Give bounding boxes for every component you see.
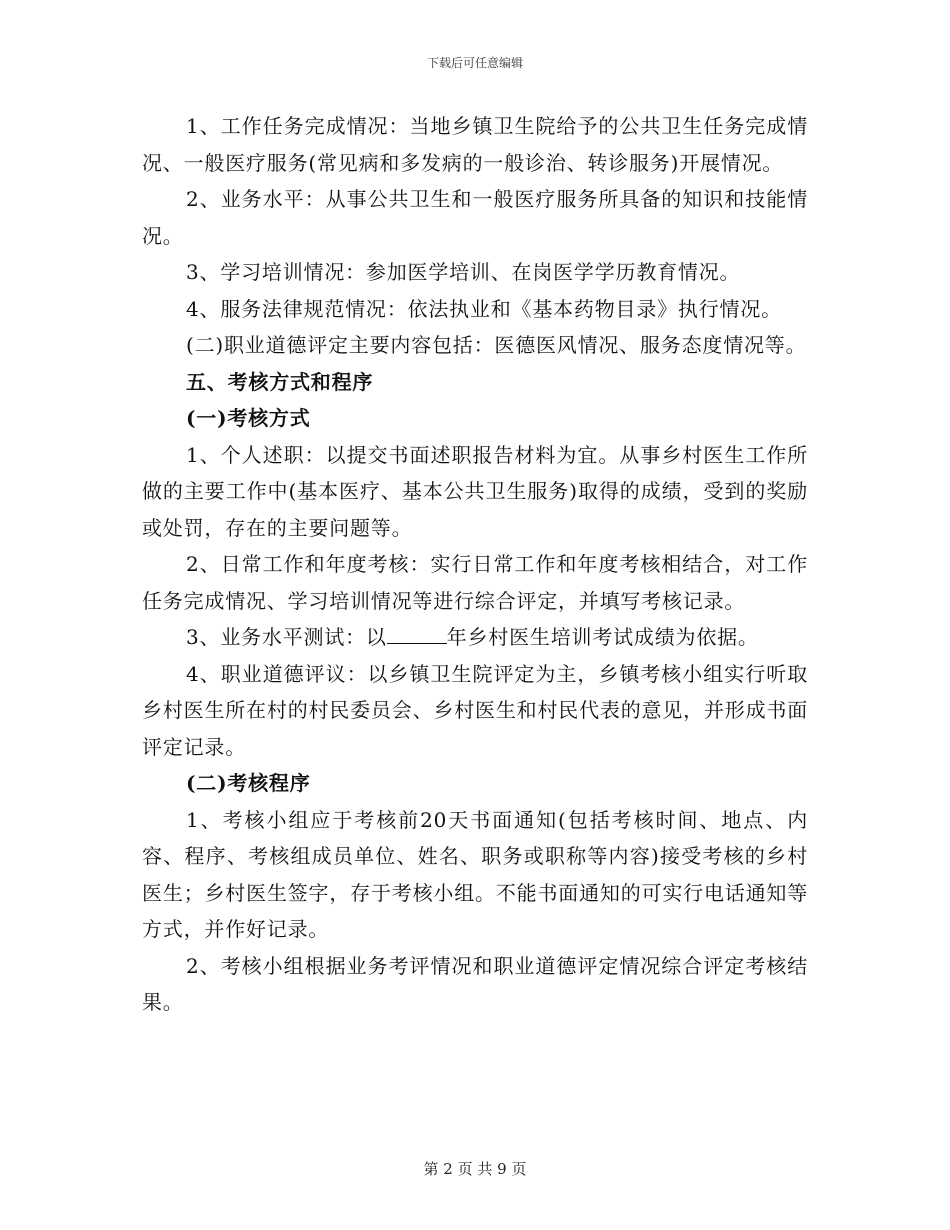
- subsection-heading: (一)考核方式: [186, 406, 311, 430]
- document-body: [142, 108, 808, 1021]
- page-header-note: 下载后可任意编辑: [426, 56, 523, 70]
- paragraph: 4、服务法律规范情况：依法执业和《基本药物目录》执行情况。: [186, 296, 782, 321]
- page-number: 第 2 页 共 9 页: [423, 1160, 527, 1178]
- paragraph: (二)职业道德评定主要内容包括：医德医风情况、服务态度情况等。: [186, 333, 807, 357]
- fill-in-blank: [387, 625, 447, 644]
- paragraph: 4、职业道德评议：以乡镇卫生院评定为主，乡镇考核小组实行听取乡村医生所在村的村民委员会、乡村医生和村民代表的意见，并形成书面评定记录。: [142, 661, 808, 759]
- paragraph: 1、工作任务完成情况：当地乡镇卫生院给予的公共卫生任务完成情况、一般医疗服务(常见病和多发病的一般诊治、转诊服务)开展情况。: [142, 114, 808, 175]
- paragraph-text-before-blank: 3、业务水平测试：以: [186, 625, 387, 649]
- paragraph: 2、考核小组根据业务考评情况和职业道德评定情况综合评定考核结果。: [142, 953, 808, 1014]
- paragraph: 2、日常工作和年度考核：实行日常工作和年度考核相结合，对工作任务完成情况、学习培训情况等进行综合评定，并填写考核记录。: [142, 552, 808, 613]
- paragraph-with-blank: [142, 619, 808, 656]
- section-heading: 五、考核方式和程序: [186, 369, 374, 394]
- paragraph: 2、业务水平：从事公共卫生和一般医疗服务所具备的知识和技能情况。: [142, 187, 808, 248]
- subsection-heading: (二)考核程序: [186, 771, 311, 795]
- paragraph-text-after-blank: 年乡村医生培训考试成绩为依据。: [446, 625, 759, 649]
- paragraph: 1、考核小组应于考核前20天书面通知(包括考核时间、地点、内容、程序、考核组成员单位、姓名、职务或职称等内容)接受考核的乡村医生；乡村医生签字，存于考核小组。不能书面通知的可实行电话通知等方式，并作好记录。: [142, 807, 808, 941]
- paragraph: 3、学习培训情况：参加医学培训、在岗医学学历教育情况。: [186, 260, 741, 284]
- paragraph: 1、个人述职：以提交书面述职报告材料为宜。从事乡村医生工作所做的主要工作中(基本医疗、基本公共卫生服务)取得的成绩，受到的奖励或处罚，存在的主要问题等。: [142, 442, 808, 540]
